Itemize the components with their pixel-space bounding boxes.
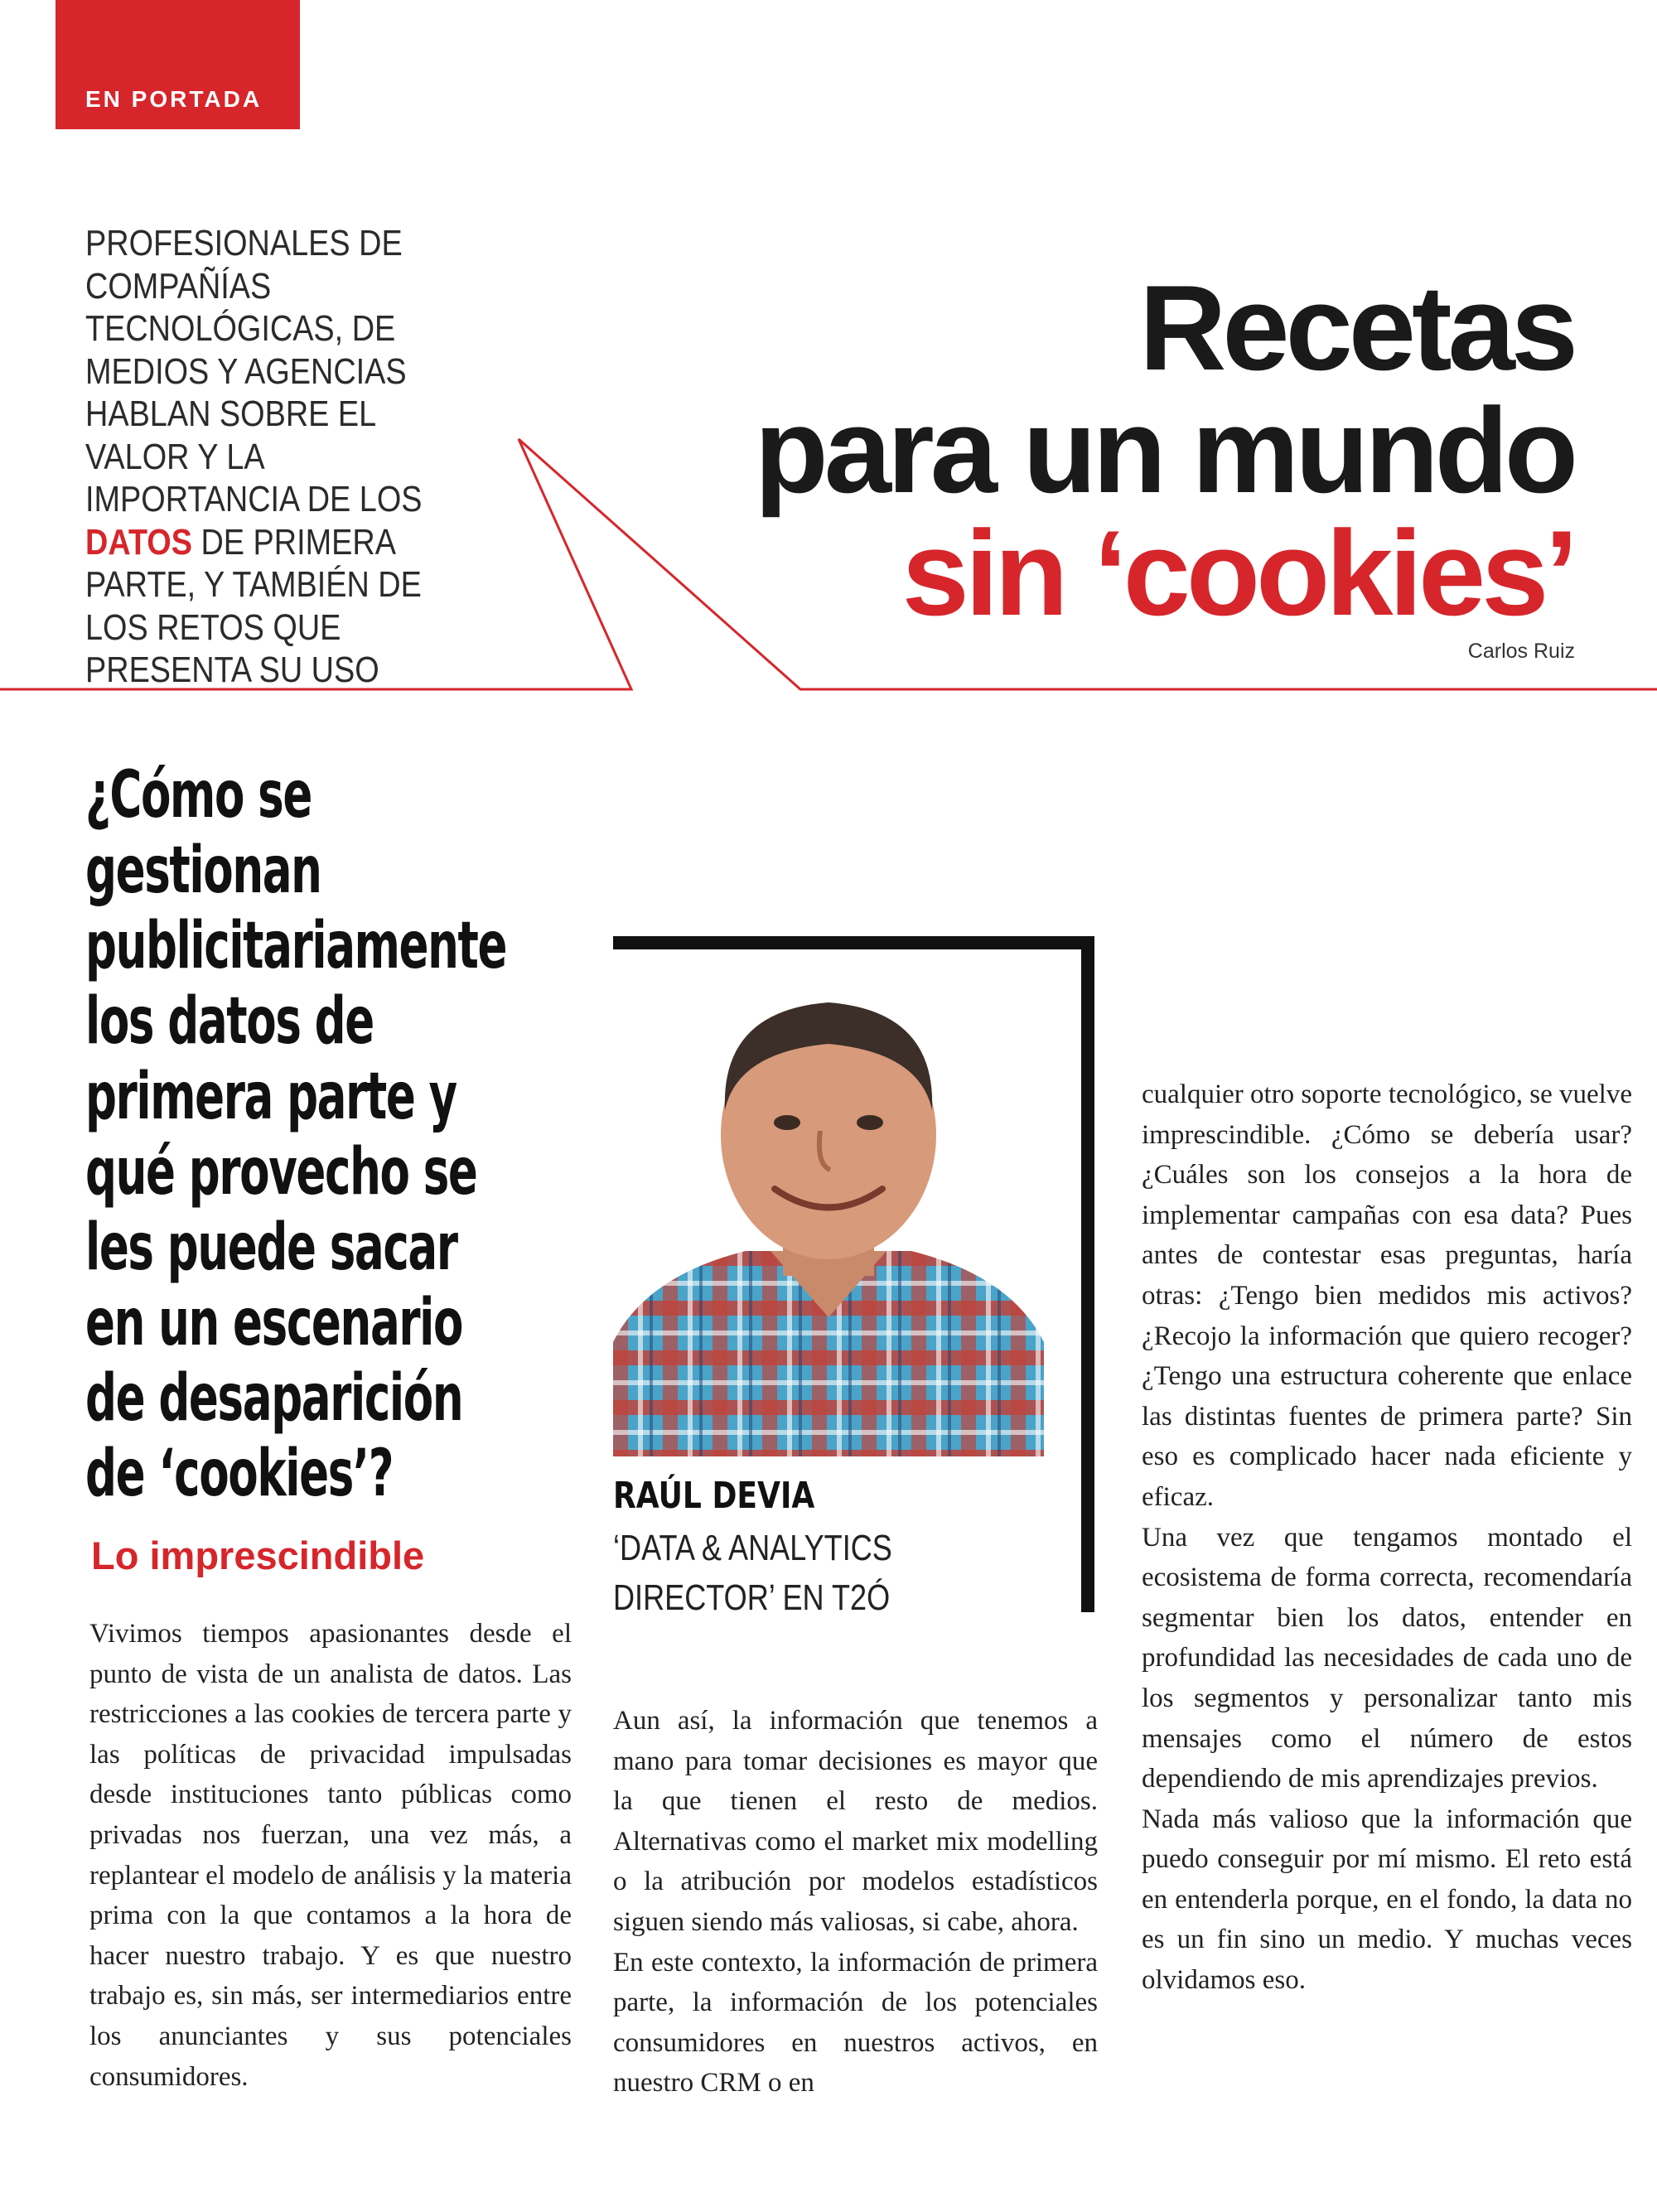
headline-line-1: Recetas [1138,260,1574,395]
byline: Carlos Ruiz [1467,640,1575,663]
standfirst-text: PROFESIONALES DE COMPAÑÍAS TECNOLÓGICAS, DE MEDIOS Y AGENCIAS HABLAN SOBRE EL VALOR Y LA IMPORTANCIA DE LOS [85,223,423,519]
interview-question: ¿Cómo se gestionan publicitariamente los datos de primera parte y qué provecho se les puede sacar en un escenario de desaparición de ‘cookies’? [85,758,507,1511]
body-column-2 [613,1701,1098,2103]
paragraph: Vivimos tiempos apasionantes desde el punto de vista de un analista de datos. Las restricciones a las cookies de tercera parte y las políticas de privacidad impulsadas desde instituciones tanto públicas como privadas nos fuerzan, una vez más, a replantear el modelo de análisis y la materia prima con la que contamos a la hora de hacer nuestro trabajo. Y es que nuestro trabajo es, sin más, ser intermediarios entre los anunciantes y sus potenciales consumidores. [89,1619,572,2092]
headline-line-2: para un mundo [754,383,1574,518]
paragraph: Una vez que tengamos montado el ecosistema de forma correcta, recomendaría segmentar bien los datos, entender en profundidad las necesidades de cada uno de los segmentos y personalizar tanto mis mensajes como el número de estos dependiendo de mis aprendizajes previos. [1142,1522,1632,1794]
section-tag [56,0,300,129]
standfirst-highlight: DATOS [85,521,192,563]
paragraph: Nada más valioso que la información que puedo conseguir por mí mismo. El reto está en entenderla porque, en el fondo, la data no es un fin sino un medio. Y muchas veces olvidamos eso. [1142,1804,1632,1996]
standfirst-text-end: DE PRIMERA PARTE, Y TAMBIÉN DE LOS RETOS QUE PRESENTA SU USO [85,521,422,690]
photo-frame-top-bar [613,936,1094,949]
section-label: EN PORTADA [85,86,263,112]
section-subhead: Lo imprescindible [91,1533,425,1577]
photo-frame-side-bar [1081,936,1094,1612]
interviewee-caption [613,1475,994,1623]
paragraph: cualquier otro soporte tecnológico, se vuelve imprescindible. ¿Cómo se debería usar? ¿Cuáles son los consejos a la hora de implementar campañas con esa data? Pues antes de contestar esas preguntas, haría otras: ¿Tengo bien medidos mis activos? ¿Recojo la información que quiero recoger? ¿Tengo una estructura coherente que enlace las distintas fuentes de primera parte? Sin eso es complicado hacer nada eficiente y eficaz. [1142,1079,1632,1512]
body-column-1 [89,1614,572,2097]
headline-line-3: sin ‘cookies’ [901,505,1574,640]
interviewee-role: ‘DATA & ANALYTICS DIRECTOR’ EN T2Ó [613,1528,892,1618]
body-column-3 [1142,1075,1632,2001]
headline [754,260,1574,640]
paragraph: Aun así, la información que tenemos a mano para tomar decisiones es mayor que la que tienen el resto de medios. Alternativas como el market mix modelling o la atribución por modelos estadísticos siguen siendo más valiosas, si cabe, ahora. [613,1706,1098,1937]
interviewee-name: RAÚL DEVIA [613,1475,815,1517]
paragraph: En este contexto, la información de primera parte, la información de los potenciales consumidores en nuestros activos, en nuestro CRM o en [613,1947,1098,2099]
portrait-illustration [613,953,1044,1456]
portrait-photo [613,953,1044,1456]
